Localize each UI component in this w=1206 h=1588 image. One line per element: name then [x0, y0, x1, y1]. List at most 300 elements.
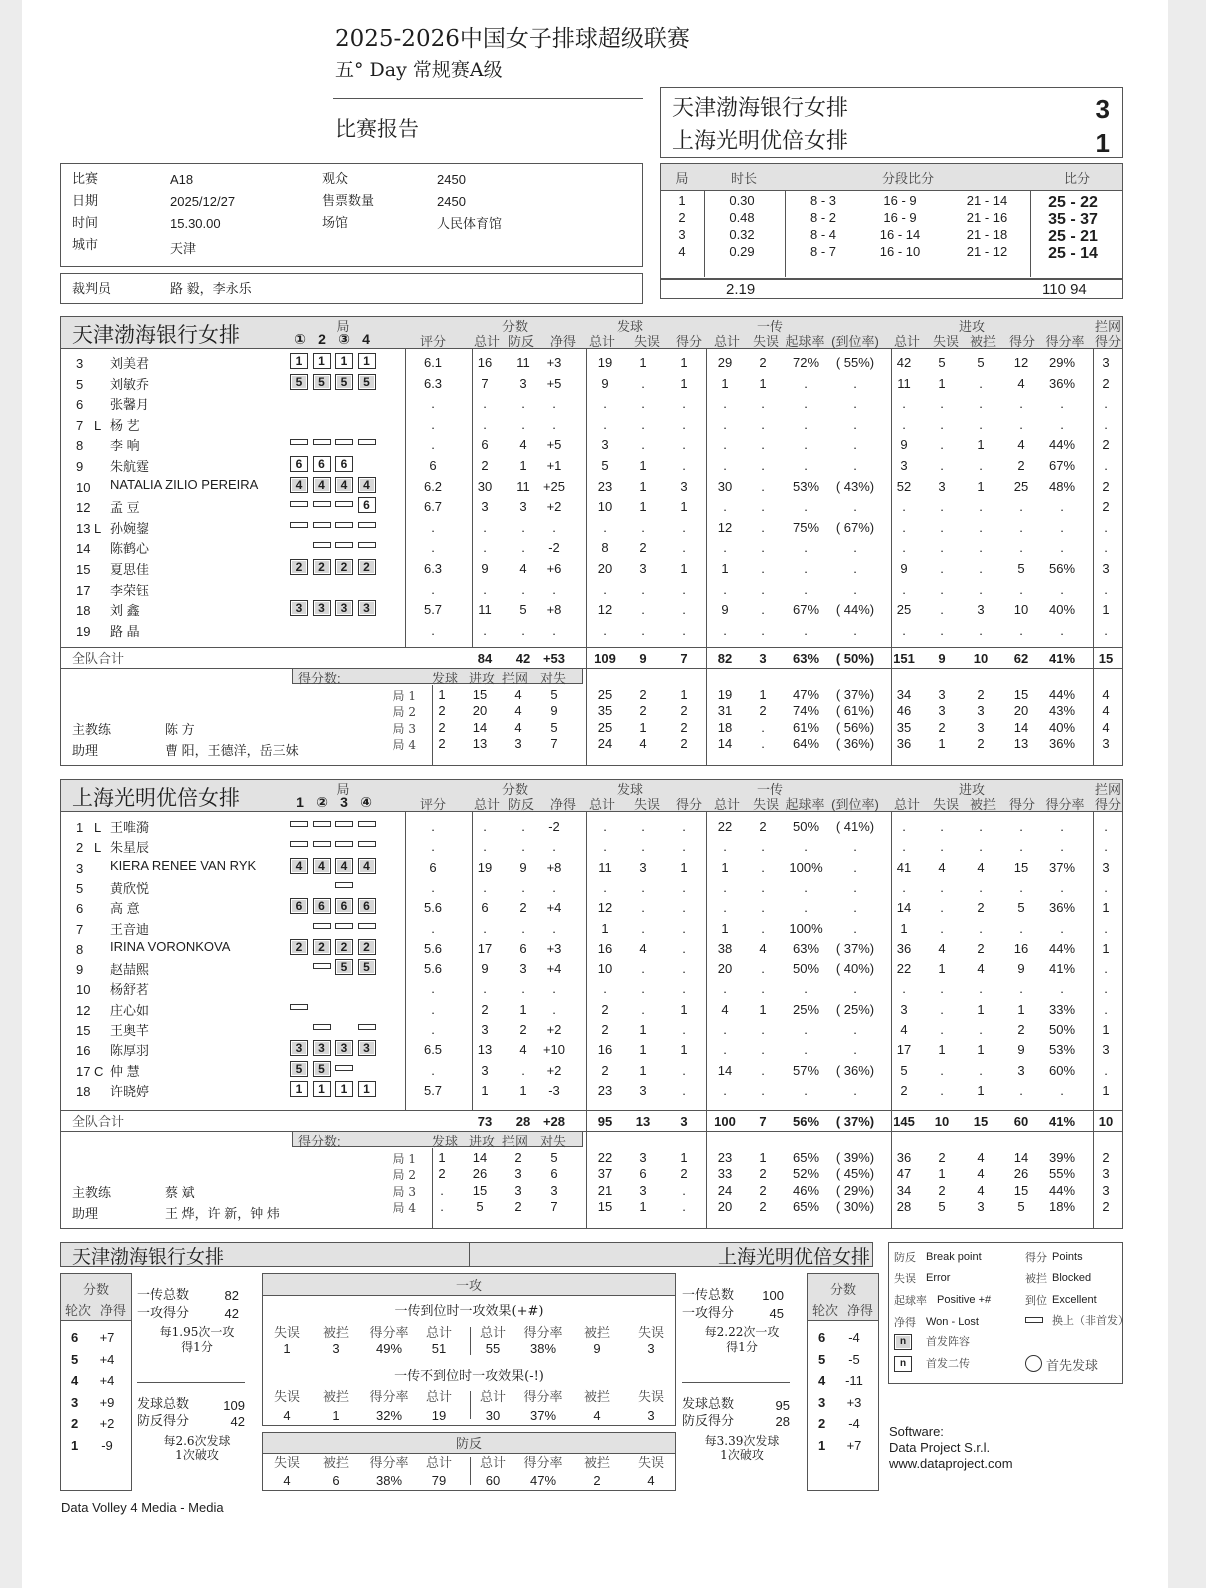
set-stat-cell: 1 — [680, 687, 688, 702]
total-cell: 13 — [635, 1114, 651, 1129]
stat-cell: . — [761, 981, 765, 997]
player-name: 赵喆熙 — [110, 962, 150, 978]
player-number: 15 — [76, 1023, 91, 1038]
starting-position-box: 1 — [358, 1081, 376, 1097]
column-header: 得分率 — [1045, 334, 1085, 349]
stat-cell: . — [1104, 519, 1108, 535]
away-rotation-net: -5 — [848, 1351, 860, 1367]
stat-cell: 4 — [900, 1022, 908, 1037]
stat-cell: 1 — [481, 1082, 489, 1098]
stat-cell: . — [641, 437, 645, 453]
stat-cell: 2 — [519, 900, 527, 916]
player-number: 3 — [76, 860, 84, 876]
stat-cell: . — [1104, 920, 1108, 936]
stat-cell: . — [1104, 1001, 1108, 1017]
stat-cell: 1 — [1102, 602, 1110, 618]
stat-cell: 20 — [597, 561, 613, 576]
stat-cell: . — [1060, 819, 1064, 834]
set-points-cell: 1 — [438, 1150, 446, 1165]
stat-cell: 44% — [1048, 437, 1076, 453]
set-points-cell: 5 — [550, 1150, 558, 1165]
stat-cell: . — [483, 879, 487, 895]
stat-cell: . — [521, 981, 525, 997]
home-value: 32% — [375, 1408, 403, 1423]
stat-cell: . — [723, 1082, 727, 1098]
set-stat-cell: 26 — [1013, 1166, 1029, 1182]
sets-header: 局 — [675, 171, 689, 186]
substitute-marker — [358, 522, 376, 528]
starting-position-box: 6 — [290, 456, 308, 472]
away-value: 2 — [593, 1473, 601, 1488]
total-cell: ( 50%) — [835, 651, 875, 666]
rotation-title: 分数 — [829, 1282, 857, 1297]
stat-cell: . — [431, 416, 435, 432]
stat-cell: 6.2 — [423, 478, 443, 494]
stat-cell: 1 — [680, 859, 688, 875]
stat-cell: . — [902, 879, 906, 895]
stat-cell: 2 — [639, 540, 647, 556]
legend-first-serve-label: 首先发球 — [1046, 1358, 1099, 1373]
set-stat-cell: 46% — [792, 1182, 820, 1198]
set-stat-cell: 2 — [1102, 1150, 1110, 1165]
stat-cell: . — [1019, 981, 1023, 997]
info-value: 15.30.00 — [170, 216, 221, 231]
legend-en: Error — [926, 1272, 951, 1284]
stat-cell: 9 — [900, 561, 908, 576]
stat-cell: 10 — [597, 499, 613, 515]
player-name: NATALIA ZILIO PEREIRA — [110, 476, 259, 492]
home-col-header: 失误 — [273, 1325, 301, 1340]
stat-cell: . — [940, 396, 944, 412]
starting-position-box: 3 — [313, 1040, 331, 1056]
stat-cell: . — [483, 519, 487, 535]
set-points-cell: 3 — [514, 735, 522, 751]
substitute-marker — [335, 439, 353, 445]
stat-cell: . — [483, 920, 487, 936]
stat-cell: . — [723, 416, 727, 432]
stat-cell: . — [804, 499, 808, 515]
stat-cell: . — [682, 839, 686, 855]
stat-cell: . — [552, 396, 556, 412]
player-name: 许晓婷 — [110, 1083, 150, 1099]
total-cell: 41% — [1048, 1114, 1076, 1129]
stat-cell: 4 — [1017, 375, 1025, 391]
stat-cell: +2 — [546, 1062, 562, 1078]
player-role: C — [94, 1063, 104, 1079]
info-label: 观众 — [322, 171, 349, 186]
set-stat-cell: 39% — [1048, 1150, 1076, 1165]
set-stat-cell: 37 — [597, 1166, 613, 1182]
stat-cell: 3 — [639, 859, 647, 875]
player-name: 杨 艺 — [110, 417, 140, 433]
stat-cell: . — [853, 1042, 857, 1058]
set-points-cell: 15 — [472, 1182, 488, 1198]
stat-cell: 3 — [601, 437, 609, 453]
stat-cell: . — [940, 437, 944, 453]
stat-cell: +2 — [546, 499, 562, 515]
stat-cell: . — [723, 458, 727, 473]
stat-cell: 3 — [1102, 1042, 1110, 1058]
starting-position-box: 4 — [290, 477, 308, 493]
set-stat-cell: 3 — [977, 1198, 985, 1214]
stat-cell: +1 — [546, 458, 562, 473]
player-row — [60, 999, 1123, 1019]
divider — [1030, 191, 1031, 277]
substitute-marker — [358, 1024, 376, 1030]
set-number: 4 — [678, 244, 686, 259]
total-cell: 7 — [759, 1114, 767, 1129]
set-stat-cell: 44% — [1048, 687, 1076, 702]
stat-cell: 17 — [896, 1042, 912, 1058]
set-stat-cell: 2 — [1102, 1198, 1110, 1214]
set-partial: 21 - 12 — [966, 244, 1008, 259]
stat-cell: ( 25%) — [835, 1001, 875, 1017]
stat-cell: 15 — [1013, 859, 1029, 875]
stat-cell: 44% — [1048, 940, 1076, 956]
set-score: 25 - 22 — [1048, 194, 1098, 211]
info-label: 场馆 — [322, 215, 349, 230]
total-cell: 95 — [597, 1114, 613, 1129]
divider — [682, 1382, 790, 1383]
stat-cell: 22 — [896, 961, 912, 977]
column-header: 总计 — [893, 797, 921, 812]
stat-cell: . — [804, 1022, 808, 1037]
stat-cell: 12 — [597, 602, 613, 618]
stat-cell: 5 — [1017, 900, 1025, 916]
stat-cell: 6 — [481, 437, 489, 453]
player-row — [60, 558, 1123, 579]
stat-cell: . — [431, 1062, 435, 1078]
stat-cell: 25 — [896, 602, 912, 618]
stat-cell: . — [940, 458, 944, 473]
stat-cell: . — [431, 437, 435, 453]
away-rotation-number: 4 — [818, 1373, 826, 1388]
player-name: IRINA VORONKOVA — [110, 938, 231, 954]
set-points-cell: 2 — [438, 1166, 446, 1182]
stat-cell: . — [483, 540, 487, 556]
set-points-cell: 14 — [472, 719, 488, 735]
legend-cn: 防反 — [894, 1252, 916, 1264]
stat-cell: 1 — [721, 859, 729, 875]
away_summary-label: 一传总数 — [682, 1287, 735, 1302]
away-rotation-net: -4 — [848, 1416, 860, 1431]
player-number: 1 — [76, 820, 84, 835]
stat-cell: . — [723, 540, 727, 556]
player-number: 6 — [76, 397, 84, 413]
stat-cell: . — [682, 396, 686, 412]
stat-cell: ( 43%) — [835, 478, 875, 494]
stat-cell: 67% — [792, 602, 820, 618]
stat-cell: . — [761, 581, 765, 597]
stat-cell: . — [902, 981, 906, 997]
column-header: 防反 — [507, 797, 535, 812]
column-header: 总计 — [473, 334, 501, 349]
info-label: 比赛 — [72, 171, 99, 186]
stat-cell: . — [521, 519, 525, 535]
home-value: 51 — [431, 1341, 447, 1356]
stat-cell: +3 — [546, 355, 562, 370]
stat-cell: ( 40%) — [835, 961, 875, 977]
substitute-marker — [335, 522, 353, 528]
assistant-names: 王 烨，许 新，钟 炜 — [165, 1206, 280, 1221]
stat-cell: 41% — [1048, 961, 1076, 977]
player-row — [60, 373, 1123, 394]
stat-cell: . — [1104, 622, 1108, 638]
legend-cn: 失误 — [894, 1273, 916, 1285]
info-label: 日期 — [72, 193, 99, 208]
coach-label: 主教练 — [72, 1185, 112, 1200]
away-rotation-net: +3 — [846, 1394, 862, 1410]
set-stat-cell: 23 — [717, 1150, 733, 1165]
set-stat-cell: 61% — [792, 719, 820, 735]
legend-starter-box: n — [894, 1334, 912, 1350]
stat-cell: 1 — [680, 561, 688, 576]
set-stat-cell: . — [761, 735, 765, 751]
stat-cell: . — [641, 961, 645, 977]
starting-position-box: 5 — [335, 959, 353, 975]
starting-position-box: 2 — [335, 939, 353, 955]
set-stat-cell: 33 — [717, 1166, 733, 1182]
set-marker: ③ — [338, 331, 350, 347]
stat-cell: 3 — [519, 499, 527, 515]
set-stat-cell: 40% — [1048, 719, 1076, 735]
substitute-marker — [290, 821, 308, 827]
stat-cell: . — [804, 1042, 808, 1058]
stat-cell: . — [761, 540, 765, 556]
set-stat-cell: 28 — [896, 1198, 912, 1214]
stat-cell: 56% — [1048, 561, 1076, 576]
player-name: 路 晶 — [110, 623, 140, 639]
stat-cell: . — [853, 499, 857, 515]
assistant-label: 助理 — [72, 1206, 99, 1221]
stat-cell: 1 — [938, 961, 946, 977]
set-number: 3 — [678, 227, 686, 242]
points-header: 发球 — [431, 671, 459, 686]
stat-cell: . — [723, 499, 727, 515]
stat-cell: . — [1019, 819, 1023, 834]
stat-cell: 48% — [1048, 478, 1076, 494]
set-stat-cell: . — [682, 1182, 686, 1198]
stat-cell: 1 — [1102, 940, 1110, 956]
total-cell: 63% — [792, 651, 820, 666]
stat-cell: . — [1060, 839, 1064, 855]
column-header: 失误 — [752, 797, 780, 812]
home_summary-value: 42 — [224, 1306, 239, 1321]
stat-cell: . — [1104, 581, 1108, 597]
stat-cell: . — [940, 920, 944, 936]
total-cell: 10 — [973, 651, 989, 666]
player-name: 孟 豆 — [110, 500, 140, 516]
player-number: 5 — [76, 880, 84, 896]
set-points-cell: 4 — [514, 687, 522, 702]
stat-cell: 23 — [597, 478, 613, 494]
set-points-cell: . — [440, 1182, 444, 1198]
stat-cell: . — [902, 396, 906, 412]
team-name: 上海光明优倍女排 — [72, 786, 240, 810]
stat-cell: . — [761, 416, 765, 432]
stat-cell: . — [603, 519, 607, 535]
stat-cell: . — [723, 1022, 727, 1037]
stat-cell: 3 — [519, 375, 527, 391]
substitute-marker — [313, 841, 331, 847]
total-duration: 2.19 — [726, 281, 756, 298]
rotation-sub: 净得 — [99, 1303, 127, 1318]
legend-setter-box: n — [894, 1356, 912, 1372]
column-header: 失误 — [932, 334, 960, 349]
stat-cell: 5.6 — [423, 961, 443, 977]
stat-cell: . — [940, 900, 944, 916]
stat-cell: 19 — [597, 355, 613, 370]
stat-cell: . — [761, 1062, 765, 1078]
stat-cell: . — [853, 981, 857, 997]
stat-cell: . — [1019, 416, 1023, 432]
set-stat-cell: 5 — [1017, 1198, 1025, 1214]
player-name: 朱航霆 — [110, 459, 150, 474]
stat-cell: . — [682, 581, 686, 597]
stat-cell: 6 — [481, 900, 489, 916]
stat-cell: 100% — [789, 859, 823, 875]
stat-cell: 1 — [601, 920, 609, 936]
stat-cell: . — [979, 920, 983, 936]
stat-cell: +6 — [546, 561, 562, 576]
home-col-header: 得分率 — [369, 1389, 409, 1404]
away_summary-ratio: 得1分 — [726, 1340, 758, 1354]
stat-cell: -3 — [548, 1082, 560, 1098]
set-points-cell: 4 — [514, 703, 522, 719]
set-stat-cell: 14 — [717, 735, 733, 751]
stat-cell: . — [682, 1022, 686, 1037]
stat-cell: +5 — [546, 375, 562, 391]
points-label: 得分数: — [298, 671, 341, 686]
total-cell: 15 — [973, 1114, 989, 1129]
set-duration: 0.30 — [729, 193, 755, 208]
substitute-marker — [358, 841, 376, 847]
stat-cell: . — [940, 499, 944, 515]
player-row — [60, 978, 1123, 998]
stat-cell: . — [940, 1001, 944, 1017]
stat-cell: 25% — [792, 1001, 820, 1017]
stat-cell: . — [940, 1062, 944, 1078]
away-value: 30 — [485, 1408, 501, 1423]
substitute-marker — [335, 1065, 353, 1071]
starting-position-box: 1 — [335, 353, 353, 369]
column-header: 总计 — [713, 334, 741, 349]
set-row-label: 局 3 — [392, 721, 416, 736]
stat-cell: . — [1019, 920, 1023, 936]
stat-cell: . — [1060, 519, 1064, 535]
stat-cell: 5.6 — [423, 900, 443, 916]
home-rotation-net: +4 — [99, 1373, 115, 1388]
total-cell: 151 — [893, 651, 915, 666]
set-stat-cell: 2 — [639, 703, 647, 719]
player-name: 张馨月 — [110, 397, 150, 413]
set-stat-cell: 36 — [896, 735, 912, 751]
away_summary-ratio: 每2.22次一攻 — [704, 1325, 780, 1339]
starting-position-box: 5 — [290, 1061, 308, 1077]
stat-cell: . — [641, 819, 645, 834]
stat-cell: . — [1019, 879, 1023, 895]
divider — [60, 647, 1123, 648]
stat-cell: . — [1060, 416, 1064, 432]
stat-cell: 3 — [1102, 859, 1110, 875]
divider — [432, 685, 433, 766]
points-header: 对失 — [539, 671, 567, 686]
set-marker: ④ — [360, 794, 372, 810]
home-col-header: 总计 — [425, 1325, 453, 1340]
substitute-marker — [335, 501, 353, 507]
stat-cell: . — [431, 981, 435, 997]
stat-cell: 14 — [717, 1062, 733, 1078]
column-header: 起球率 — [785, 334, 825, 349]
stat-cell: . — [940, 879, 944, 895]
column-header: 失误 — [633, 797, 661, 812]
player-row — [60, 517, 1123, 538]
stat-cell: 9 — [1017, 961, 1025, 977]
stat-cell: +8 — [546, 602, 562, 618]
stat-cell: 5.6 — [423, 940, 443, 956]
set-partial: 21 - 18 — [966, 227, 1008, 242]
legend-cn: 得分 — [1025, 1252, 1047, 1264]
stat-cell: . — [940, 1022, 944, 1037]
legend-en: Won - Lost — [926, 1316, 979, 1328]
stat-cell: . — [552, 879, 556, 895]
player-name: 高 意 — [110, 901, 140, 917]
stat-cell: 22 — [717, 819, 733, 834]
set-partial: 16 - 9 — [883, 193, 917, 208]
set-points-cell: 3 — [550, 1182, 558, 1198]
stat-cell: . — [682, 879, 686, 895]
player-name: 李荣钰 — [110, 582, 150, 598]
player-name: 黄欣悦 — [110, 880, 150, 896]
away-col-header: 总计 — [479, 1389, 507, 1404]
player-number: 8 — [76, 941, 84, 957]
home-col-header: 得分率 — [369, 1325, 409, 1340]
set-stat-cell: 2 — [759, 1182, 767, 1198]
stat-cell: . — [979, 416, 983, 432]
starting-position-box: 5 — [313, 1061, 331, 1077]
away_summary-value: 95 — [775, 1398, 790, 1413]
stat-cell: . — [940, 839, 944, 855]
away-col-header: 被拦 — [583, 1455, 611, 1470]
set-duration: 0.29 — [729, 244, 755, 259]
stat-cell: . — [552, 622, 556, 638]
divider — [60, 668, 1123, 669]
stat-cell: . — [853, 859, 857, 875]
away_summary-label: 一攻得分 — [682, 1305, 735, 1320]
set-group-label: 局 — [336, 319, 350, 334]
player-row — [60, 620, 1123, 641]
stat-cell: 29 — [717, 355, 733, 370]
substitute-marker — [335, 923, 353, 929]
bottom-away-name: 上海光明优倍女排 — [717, 1246, 870, 1268]
away_summary-value: 100 — [762, 1288, 784, 1303]
total-cell: 56% — [792, 1114, 820, 1129]
stat-cell: 17 — [477, 940, 493, 956]
set-points-cell: 1 — [438, 687, 446, 702]
player-number: 10 — [76, 479, 91, 495]
substitute-marker — [335, 882, 353, 888]
starting-position-box: 6 — [313, 898, 331, 914]
stat-cell: 1 — [639, 355, 647, 370]
player-row — [60, 579, 1123, 600]
player-number: 12 — [76, 1002, 91, 1018]
stat-cell: . — [940, 581, 944, 597]
points-header: 对失 — [539, 1134, 567, 1149]
stat-cell: +3 — [546, 940, 562, 956]
divider — [470, 1327, 471, 1355]
stat-cell: . — [552, 839, 556, 855]
stat-cell: 36 — [896, 940, 912, 956]
